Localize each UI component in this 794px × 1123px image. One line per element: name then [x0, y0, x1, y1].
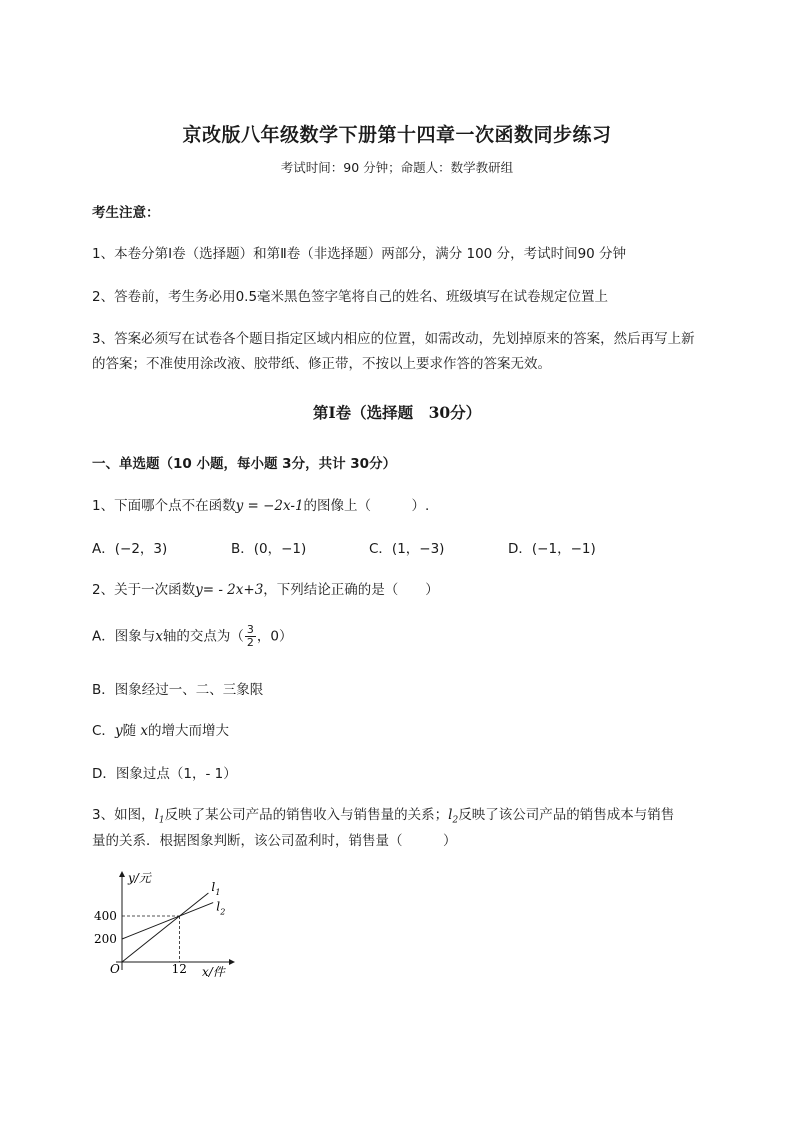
- q1-option-d: D．(−1，−1): [508, 541, 596, 557]
- q2-opt-c-after: 的增大而增大: [148, 723, 229, 739]
- q2-opt-a-mid: 轴的交点为（: [162, 628, 244, 645]
- q1-formula: y = −2x-1: [235, 498, 304, 514]
- q2-option-a: [92, 624, 292, 649]
- series-label-l2: l: [216, 899, 221, 914]
- part-heading: 一、单选题（10 小题，每小题 3分，共计 30分）: [92, 456, 397, 472]
- q2-opt-c-mid: 随: [122, 723, 137, 739]
- q2-opt-c-before: C．: [92, 723, 115, 739]
- q2-opt-c-x: x: [140, 723, 148, 739]
- y-tick-label: 400: [94, 909, 117, 923]
- origin-label: O: [110, 962, 120, 976]
- x-tick-label: 12: [171, 962, 187, 976]
- series-line-l2: [122, 903, 213, 939]
- q3-line-2: 量的关系．根据图象判断，该公司盈利时，销售量（ ）: [92, 833, 457, 849]
- graph-layer: [94, 871, 234, 979]
- q1-stem-before: 1、下面哪个点不在函数: [92, 498, 236, 514]
- q3-l2: l: [448, 807, 453, 823]
- q2-option-b: B．图象经过一、二、三象限: [92, 682, 264, 698]
- fraction-denominator: 2: [246, 636, 254, 649]
- fraction-numerator: 3: [246, 623, 254, 636]
- q2-opt-c-y: y: [114, 723, 123, 739]
- series-label-sub-l1: 1: [215, 888, 221, 897]
- question-2: [92, 578, 439, 598]
- notice-item-3-cont: 的答案；不准使用涂改液、胶带纸、修正带，不按以上要求作答的答案无效。: [92, 356, 551, 372]
- section-title: 第Ⅰ卷（选择题 30分）: [312, 403, 482, 422]
- q2-option-c: [92, 719, 229, 739]
- question-1: [92, 494, 429, 514]
- q1-stem-after: 的图像上（ ）.: [303, 498, 430, 514]
- q1-option-c: C．(1，−3): [369, 541, 445, 557]
- q3-line1-mid: 反映了某公司产品的销售收入与销售量的关系；: [164, 807, 449, 823]
- q2-opt-a-var: x: [155, 628, 163, 645]
- q3-l1-sub: 1: [158, 815, 165, 826]
- q2-opt-a-before: A．图象与: [92, 628, 156, 645]
- q2-opt-a-after: ，0）: [256, 628, 293, 645]
- q1-option-a: A．(−2，3): [92, 541, 168, 557]
- series-line-l1: [122, 893, 208, 962]
- x-axis-label: x/件: [202, 965, 225, 979]
- notice-item-1: 1、本卷分第Ⅰ卷（选择题）和第Ⅱ卷（非选择题）两部分，满分 100 分，考试时间90 分钟: [92, 246, 627, 262]
- page-title: 京改版八年级数学下册第十四章一次函数同步练习: [182, 124, 612, 146]
- q2-option-d: D．图象过点（1，- 1）: [92, 766, 237, 782]
- notice-item-2: 2、答卷前，考生务必用0.5毫米黑色签字笔将自己的姓名、班级填写在试卷规定位置上: [92, 289, 609, 305]
- y-axis-label: y/元: [128, 871, 151, 885]
- q3-line1-before: 3、如图，: [92, 807, 155, 823]
- q3-line1-after: 反映了该公司产品的销售成本与销售: [458, 807, 675, 823]
- series-label-l1: l: [211, 880, 216, 894]
- q2-formula: y= - 2x+3: [195, 582, 264, 598]
- q2-stem-before: 2、关于一次函数: [92, 582, 196, 598]
- q2-stem-after: ，下列结论正确的是（ ）: [263, 582, 439, 598]
- q1-option-b: B．(0，−1): [231, 541, 307, 557]
- q3-graph-svg: [92, 868, 242, 983]
- q3-l2-sub: 2: [452, 815, 459, 826]
- q3-graph: [92, 868, 242, 987]
- fraction: [245, 624, 256, 649]
- q3-l1: l: [154, 807, 159, 823]
- notice-heading: 考生注意：: [92, 205, 160, 221]
- series-label-sub-l2: 2: [220, 907, 226, 917]
- exam-subtitle: 考试时间：90 分钟；命题人：数学教研组: [280, 160, 514, 175]
- question-3: [92, 803, 674, 826]
- y-tick-label: 200: [94, 932, 117, 946]
- notice-item-3: 3、答案必须写在试卷各个题目指定区域内相应的位置，如需改动，先划掉原来的答案，然后再写上新: [92, 331, 695, 347]
